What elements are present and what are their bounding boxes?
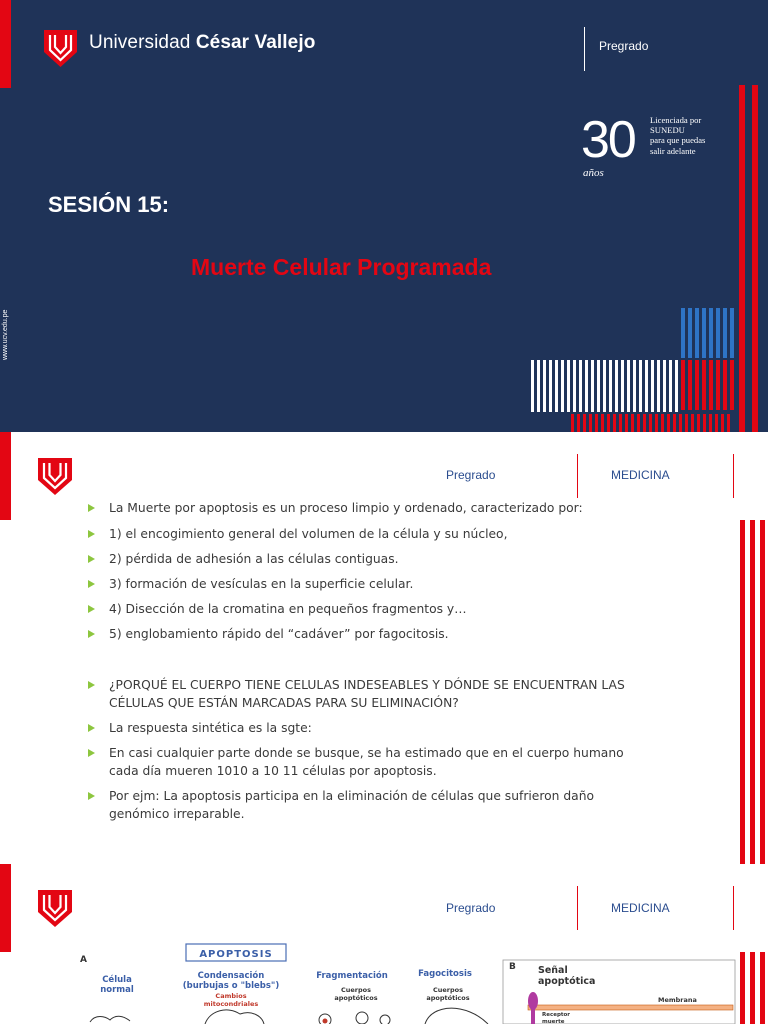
bullet-text: 4) Disección de la cromatina en pequeños fragmentos y… <box>109 602 467 616</box>
bullet-arrow-icon <box>88 630 95 638</box>
condensation-label: Condensación <box>197 971 265 981</box>
list-item <box>88 744 648 780</box>
list-item <box>88 787 648 823</box>
membrane-band <box>528 1005 733 1010</box>
list-item <box>88 525 648 543</box>
bullet-text: 3) formación de vesículas en la superficie celular. <box>109 577 414 591</box>
apoptosis-box-label: APOPTOSIS <box>199 949 273 960</box>
slide-title: Muerte Celular Programada <box>191 254 492 280</box>
apoptosis-diagram <box>0 864 768 1024</box>
bullet-arrow-icon <box>88 580 95 588</box>
license-line: salir adelante <box>650 145 696 156</box>
receptor-label: Receptor <box>542 1012 571 1018</box>
ucv-shield-logo-icon <box>38 458 72 495</box>
anniversary-number: 30 <box>581 111 635 169</box>
header-area: MEDICINA <box>611 901 670 915</box>
bullet-text: 1) el encogimiento general del volumen de la célula y su núcleo, <box>109 527 508 541</box>
fragmentation-label: Fragmentación <box>316 971 388 981</box>
fragment-nucleus <box>323 1019 328 1024</box>
membrane-label: Membrana <box>658 996 697 1004</box>
bullet-arrow-icon <box>88 681 95 689</box>
license-line: Licenciada por <box>650 115 702 125</box>
bullet-arrow-icon <box>88 749 95 757</box>
header-tag: Pregrado <box>446 901 496 915</box>
phagocyte-shape <box>425 1008 488 1024</box>
phago-bodies-label: Cuerpos <box>433 986 463 994</box>
diagram-slide <box>0 864 768 1024</box>
fragment-bodies-label: apoptóticos <box>334 994 378 1002</box>
list-item <box>88 719 648 737</box>
fragment-body <box>380 1015 390 1024</box>
content-slide <box>0 432 768 864</box>
normal-cell-label: normal <box>100 985 134 995</box>
receptor-label: muerte <box>542 1019 565 1024</box>
bullet-arrow-icon <box>88 530 95 538</box>
list-item <box>88 625 648 643</box>
fragment-bodies-label: Cuerpos <box>341 986 371 994</box>
list-item <box>88 600 648 618</box>
decorative-stripes <box>0 0 768 432</box>
condensing-cell-shape <box>205 1010 264 1024</box>
panel-a-label: A <box>80 955 87 965</box>
list-item <box>88 550 648 568</box>
bullet-text: ¿PORQUÉ EL CUERPO TIENE CELULAS INDESEABLES Y DÓNDE SE ENCUENTRAN LAS CÉLULAS QUE ESTÁN MARCADAS PARA SU ELIMINACIÓN? <box>109 678 625 710</box>
bullet-list <box>88 499 648 823</box>
bullet-arrow-icon <box>88 555 95 563</box>
bullet-text: Por ejm: La apoptosis participa en la eliminación de células que sufrieron daño genómico irreparable. <box>109 789 595 821</box>
header-tag: Pregrado <box>599 39 649 53</box>
bullet-text: En casi cualquier parte donde se busque, se ha estimado que en el cuerpo humano cada día mueren 1010 a 10 11 células por apoptosis. <box>109 746 624 778</box>
receptor-stem <box>531 1007 535 1024</box>
bullet-text: 2) pérdida de adhesión a las células contiguas. <box>109 552 399 566</box>
anniversary-word: años <box>583 167 604 179</box>
license-line: para que puedas <box>650 135 706 146</box>
normal-cell-shape <box>90 1016 130 1022</box>
normal-cell-label: Célula <box>102 975 132 985</box>
university-name-light: Universidad <box>89 32 191 53</box>
session-label: SESIÓN 15: <box>48 192 170 217</box>
phagocytosis-label: Fagocitosis <box>418 969 472 979</box>
bullet-arrow-icon <box>88 605 95 613</box>
bullet-arrow-icon <box>88 724 95 732</box>
mito-changes-label: mitocondriales <box>203 1000 259 1008</box>
condensation-label: (burbujas o "blebs") <box>182 981 280 991</box>
fragment-body <box>356 1012 368 1024</box>
title-slide <box>0 0 768 432</box>
bullet-arrow-icon <box>88 504 95 512</box>
mito-changes-label: Cambios <box>215 992 247 1000</box>
red-edge-bar <box>0 432 11 520</box>
list-item <box>88 499 648 517</box>
phago-bodies-label: apoptóticos <box>426 994 470 1002</box>
decorative-stripes <box>738 520 768 864</box>
bullet-arrow-icon <box>88 792 95 800</box>
university-name-bold: César Vallejo <box>195 32 316 53</box>
header-divider <box>577 454 578 498</box>
header-divider <box>733 454 734 498</box>
license-line: SUNEDU <box>650 125 685 136</box>
apoptotic-signal-label: apoptótica <box>538 976 596 987</box>
header-tag: Pregrado <box>446 468 496 482</box>
bullet-text: 5) englobamiento rápido del “cadáver” por fagocitosis. <box>109 627 449 641</box>
website-url: www.ucv.edu.pe <box>2 309 9 360</box>
bullet-text: La Muerte por apoptosis es un proceso limpio y ordenado, caracterizado por: <box>109 501 583 515</box>
header-area: MEDICINA <box>611 468 670 482</box>
panel-b-label: B <box>509 962 516 972</box>
list-item <box>88 676 648 712</box>
bullet-text: La respuesta sintética es la sgte: <box>109 721 312 735</box>
apoptotic-signal-label: Señal <box>538 965 568 976</box>
list-item <box>88 575 648 593</box>
